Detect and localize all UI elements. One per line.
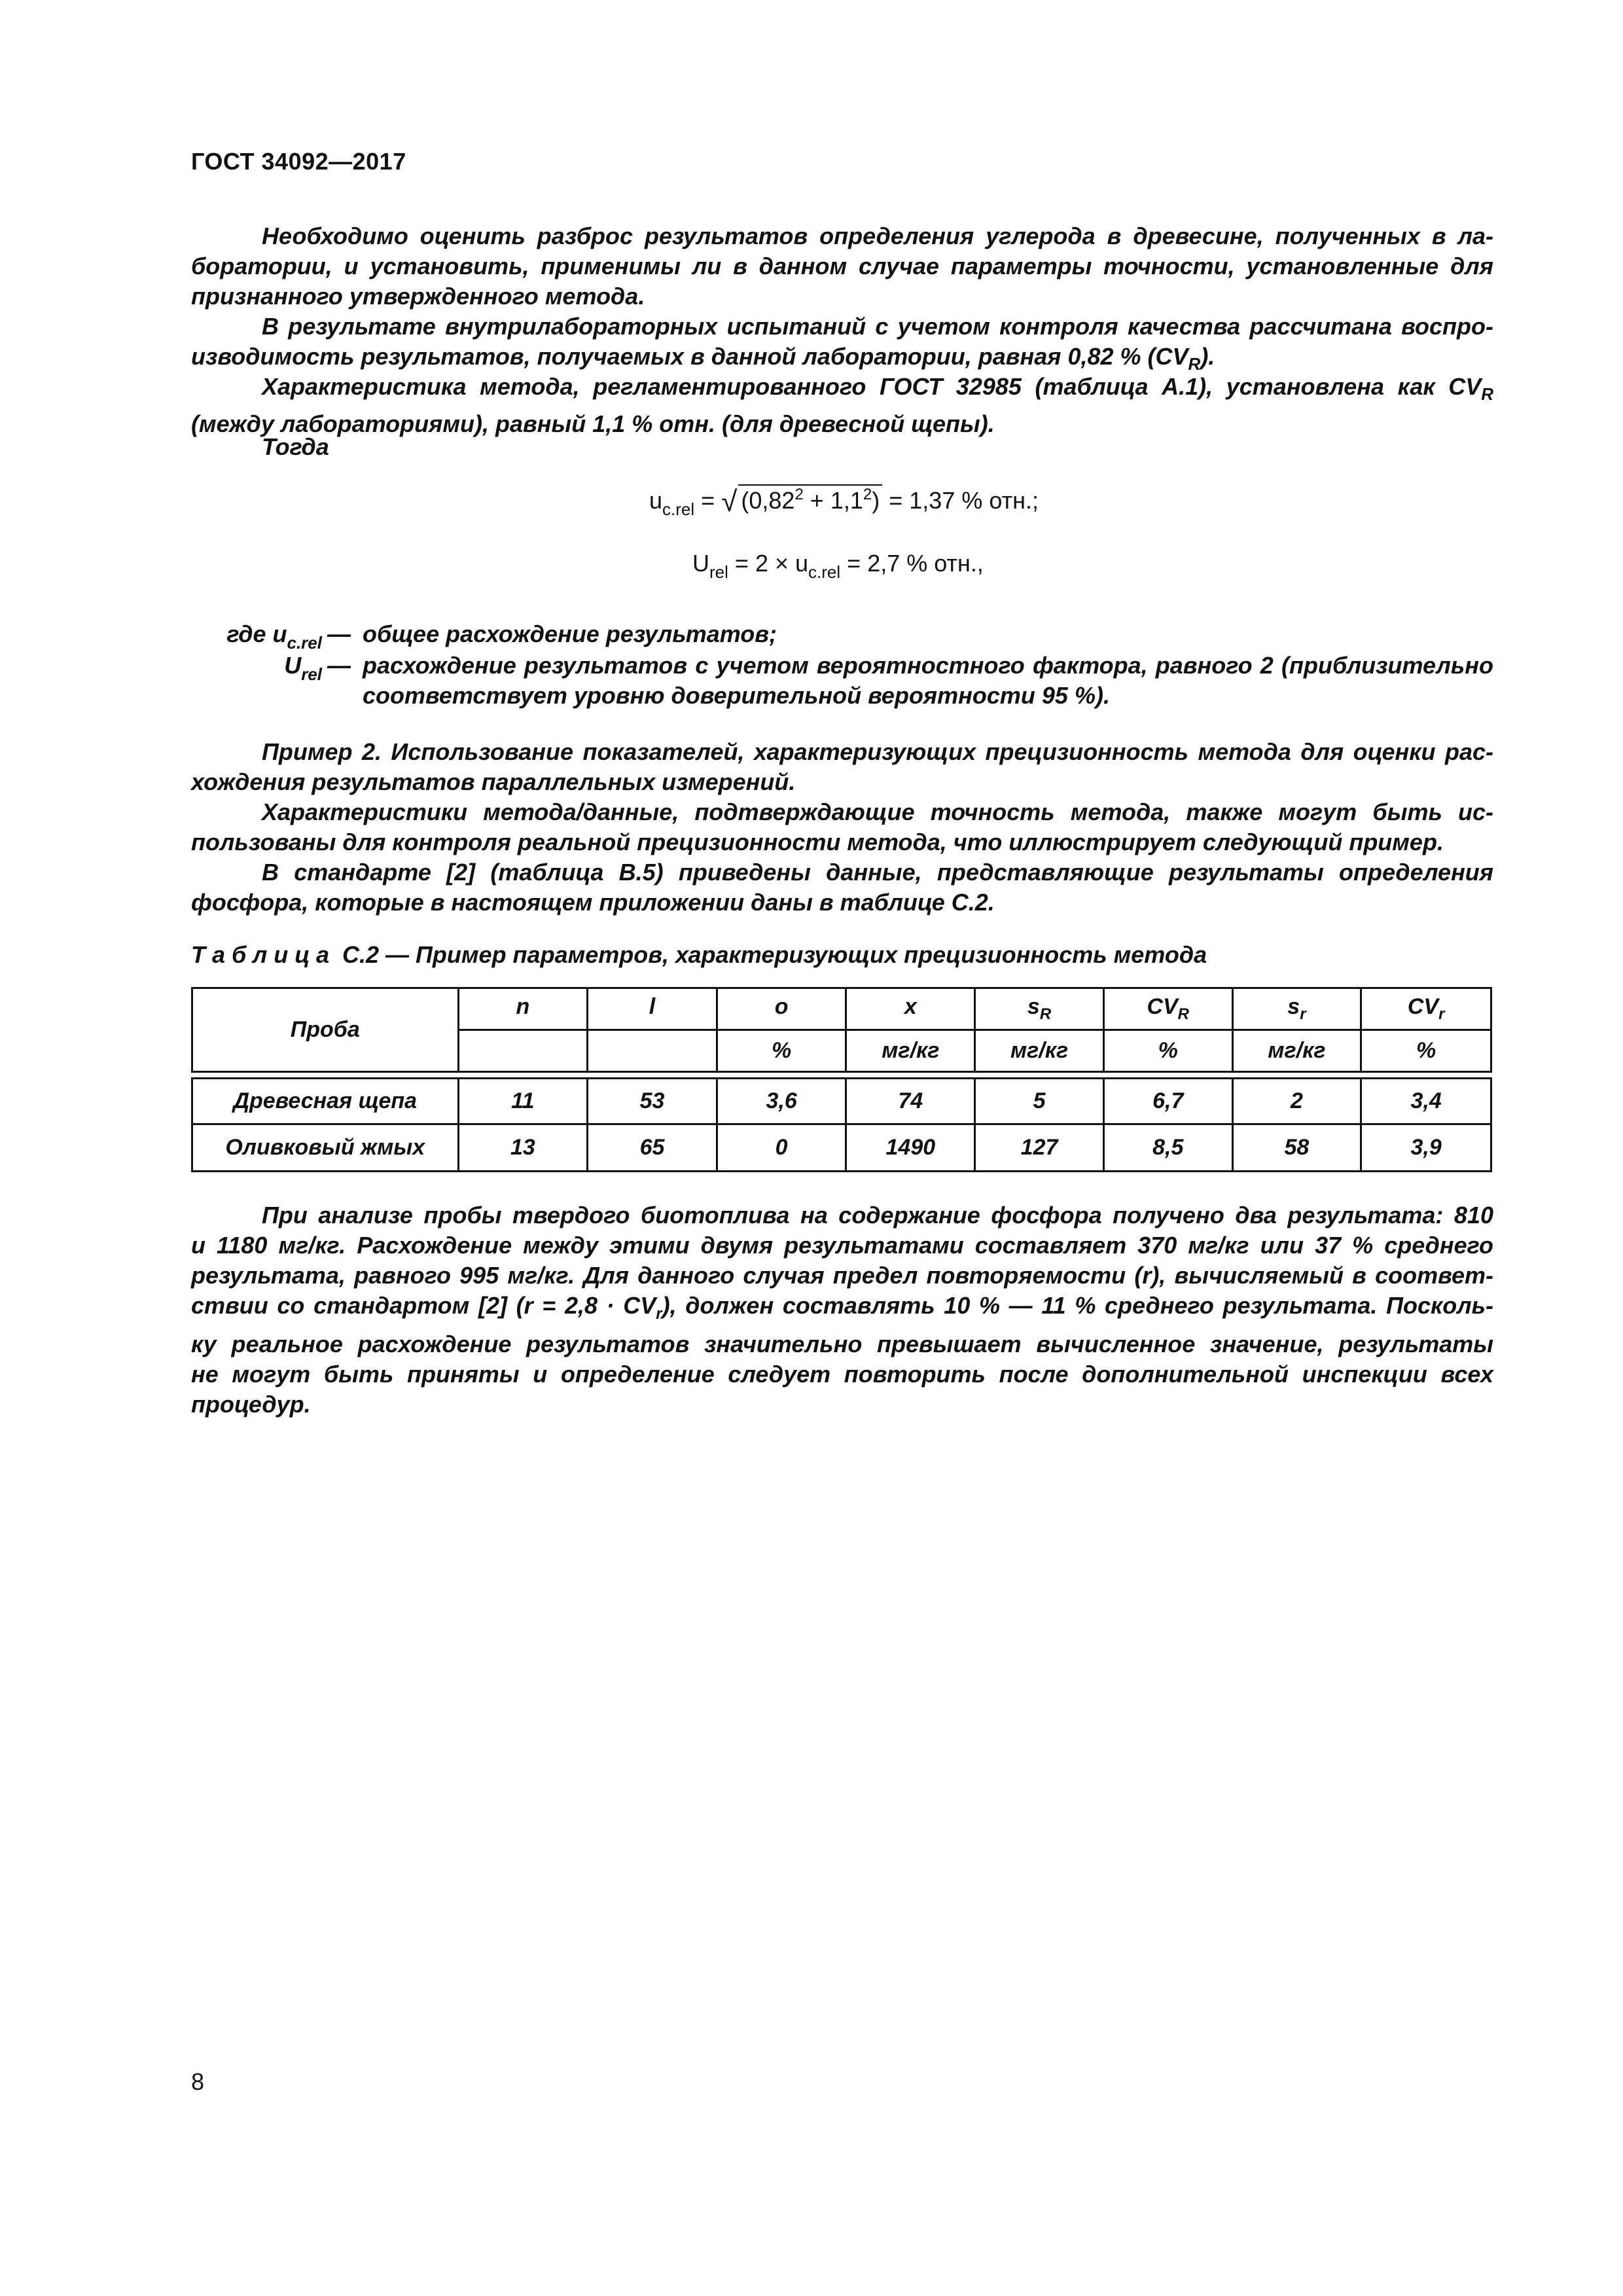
text-line: хождения результатов параллельных измерений. — [191, 768, 796, 795]
header-symbol: n — [516, 994, 530, 1019]
header-symbol: s — [1287, 994, 1300, 1019]
example-2-paragraph-2 — [191, 797, 1493, 857]
subscript: r — [1438, 1005, 1445, 1023]
header-cell-unit: мг/кг — [846, 1030, 975, 1072]
text-fragment: изводимость результатов, получаемых в данной лаборатории, равная 0,82 % (CV — [191, 343, 1188, 370]
example-2-paragraph-3 — [191, 857, 1493, 918]
text-fragment: Характеристика метода, регламентированного ГОСТ 32985 (таблица A.1), установлена как CV — [262, 373, 1482, 400]
formula-fragment: = 2 × u — [734, 550, 809, 577]
term-prefix: где — [226, 620, 273, 647]
term-symbol: u — [272, 620, 287, 647]
radicand — [738, 484, 882, 514]
formula-fragment: ) — [872, 487, 880, 514]
text-line: Характеристики метода/данные, подтверждающие точность метода, также могут быть ис- — [262, 798, 1493, 825]
header-cell-symbol — [846, 988, 975, 1030]
text-fragment: ствии со стандартом [2] (r = 2,8 · CV — [191, 1292, 656, 1319]
table-cell: 65 — [588, 1124, 717, 1172]
header-symbol: s — [1027, 994, 1040, 1019]
table-cell: 8,5 — [1103, 1124, 1232, 1172]
table-cell: 3,6 — [717, 1079, 846, 1124]
header-symbol: l — [649, 994, 656, 1019]
subscript: R — [1039, 1005, 1052, 1023]
header-cell-symbol — [1103, 988, 1232, 1030]
formula-symbol: u — [649, 487, 663, 514]
text-line: не могут быть приняты и определение следует повторить после дополнительной инспекции всех — [191, 1361, 1493, 1388]
separator-cell — [192, 1072, 1491, 1079]
text-line: фосфора, которые в настоящем приложении даны в таблице С.2. — [191, 889, 995, 916]
table-cell: 2 — [1232, 1079, 1361, 1124]
table-separator-row — [192, 1072, 1491, 1079]
header-cell-symbol — [717, 988, 846, 1030]
text-fragment: ), должен составлять 10 % — 11 % среднего результата. Посколь- — [662, 1292, 1493, 1319]
subscript: R — [1177, 1005, 1190, 1023]
subscript: c.rel — [808, 562, 841, 582]
definition-u-rel — [191, 651, 1493, 711]
header-cell-symbol — [975, 988, 1104, 1030]
text-line: боратории, и установить, применимы ли в данном случае параметры точности, установленные для — [191, 253, 1493, 279]
formula-combined-uncertainty — [649, 484, 1039, 520]
subscript: R — [1481, 384, 1493, 404]
text-line: ку реальное расхождение результатов значительно превышает вычисленное значение, результаты — [191, 1331, 1493, 1358]
table-cell: 53 — [588, 1079, 717, 1124]
definition-dash: — — [327, 652, 351, 679]
header-cell-unit: % — [717, 1030, 846, 1072]
text-line: признанного утвержденного метода. — [191, 283, 645, 310]
formula-operator: = — [701, 487, 715, 514]
formula-expanded-uncertainty — [692, 550, 984, 583]
table-caption — [191, 941, 1207, 969]
table-cell: 6,7 — [1103, 1079, 1232, 1124]
subscript: r — [1300, 1005, 1306, 1023]
definition-text: общее расхождение результатов; — [363, 620, 777, 647]
intro-paragraph-1 — [191, 221, 1493, 312]
text-line: Пример 2. Использование показателей, характеризующих прецизионность метода для оценки рас- — [262, 738, 1493, 765]
header-symbol: CV — [1147, 994, 1178, 1019]
text-line: пользованы для контроля реальной прецизионности метода, что иллюстрирует следующий пример. — [191, 829, 1444, 855]
page-number: 8 — [191, 2068, 205, 2095]
table-cell: 3,4 — [1361, 1079, 1491, 1124]
table-cell: 1490 — [846, 1124, 975, 1172]
definition-u-crel — [191, 619, 1493, 653]
row-label: Оливковый жмых — [192, 1124, 459, 1172]
header-cell-unit — [588, 1030, 717, 1072]
text-line: Тогда — [262, 433, 329, 460]
header-cell-sample: Проба — [192, 988, 459, 1072]
header-cell-unit: % — [1361, 1030, 1491, 1072]
caption-text: С.2 — Пример параметров, характеризующих прецизионность метода — [336, 941, 1207, 968]
text-line: и 1180 мг/кг. Расхождение между этими двумя результатами составляет 370 мг/кг или 37 % среднего — [191, 1232, 1493, 1259]
header-cell-unit — [458, 1030, 588, 1072]
superscript: 2 — [794, 486, 804, 503]
document-code: ГОСТ 34092—2017 — [191, 148, 406, 175]
text-line: В стандарте [2] (таблица В.5) приведены данные, представляющие результаты определения — [262, 859, 1493, 886]
text-line — [191, 1291, 1493, 1329]
text-line: При анализе пробы твердого биотоплива на содержание фосфора получено два результата: 810 — [262, 1202, 1493, 1229]
table-cell: 13 — [458, 1124, 588, 1172]
formula-fragment: (0,82 — [741, 487, 795, 514]
definition-term — [191, 651, 322, 689]
formula-symbol: U — [692, 550, 709, 577]
header-cell-symbol — [588, 988, 717, 1030]
example-2-title — [191, 737, 1493, 797]
intro-paragraph-4 — [191, 432, 1493, 462]
table-header-row — [192, 988, 1491, 1030]
table-row — [192, 1079, 1491, 1124]
subscript: R — [1188, 354, 1201, 374]
header-cell-unit: мг/кг — [975, 1030, 1104, 1072]
row-label: Древесная щепа — [192, 1079, 459, 1124]
table-cell: 11 — [458, 1079, 588, 1124]
subscript: c.rel — [287, 633, 322, 653]
intro-paragraph-3 — [191, 372, 1493, 439]
text-fragment: ). — [1200, 343, 1215, 370]
subscript: r — [656, 1305, 662, 1323]
header-cell-symbol — [458, 988, 588, 1030]
table-cell: 127 — [975, 1124, 1104, 1172]
precision-table — [191, 987, 1492, 1172]
subscript: c.rel — [662, 499, 695, 519]
caption-label: Таблица — [191, 941, 336, 968]
header-cell-symbol — [1361, 988, 1491, 1030]
table-cell: 0 — [717, 1124, 846, 1172]
text-line: результата, равного 995 мг/кг. Для данного случая предел повторяемости (r), вычисляемый в соответ- — [191, 1262, 1493, 1289]
header-cell-unit: % — [1103, 1030, 1232, 1072]
header-cell-unit: мг/кг — [1232, 1030, 1361, 1072]
header-symbol: x — [904, 994, 917, 1019]
formula-fragment: + 1,1 — [803, 487, 863, 514]
text-line — [191, 372, 1493, 409]
intro-paragraph-2 — [191, 312, 1493, 379]
text-line: процедур. — [191, 1391, 311, 1418]
definition-text: расхождение результатов с учетом вероятностного фактора, равного 2 (приблизительно соответствует уровню доверительной вероятности 95 %). — [363, 652, 1493, 709]
formula-result: = 1,37 % отн.; — [889, 487, 1039, 514]
table-cell: 74 — [846, 1079, 975, 1124]
subscript: rel — [709, 562, 728, 582]
header-cell-symbol — [1232, 988, 1361, 1030]
superscript: 2 — [863, 486, 872, 503]
square-root-icon: √ — [721, 486, 738, 518]
formula-result: = 2,7 % отн., — [847, 550, 984, 577]
text-line: В результате внутрилабораторных испытаний с учетом контроля качества рассчитана воспро- — [262, 313, 1493, 340]
header-symbol: CV — [1407, 994, 1439, 1019]
definition-dash: — — [327, 620, 351, 647]
header-symbol: o — [774, 994, 789, 1019]
table-cell: 58 — [1232, 1124, 1361, 1172]
text-line: Необходимо оценить разброс результатов определения углерода в древесине, полученных в ла- — [262, 223, 1493, 249]
table-row — [192, 1124, 1491, 1172]
table-cell: 3,9 — [1361, 1124, 1491, 1172]
conclusion-paragraph — [191, 1200, 1493, 1420]
table-cell: 5 — [975, 1079, 1104, 1124]
subscript: rel — [301, 664, 322, 684]
text-line: (между лабораториями), равный 1,1 % отн. (для древесной щепы). — [191, 410, 995, 438]
term-symbol: U — [284, 652, 302, 679]
